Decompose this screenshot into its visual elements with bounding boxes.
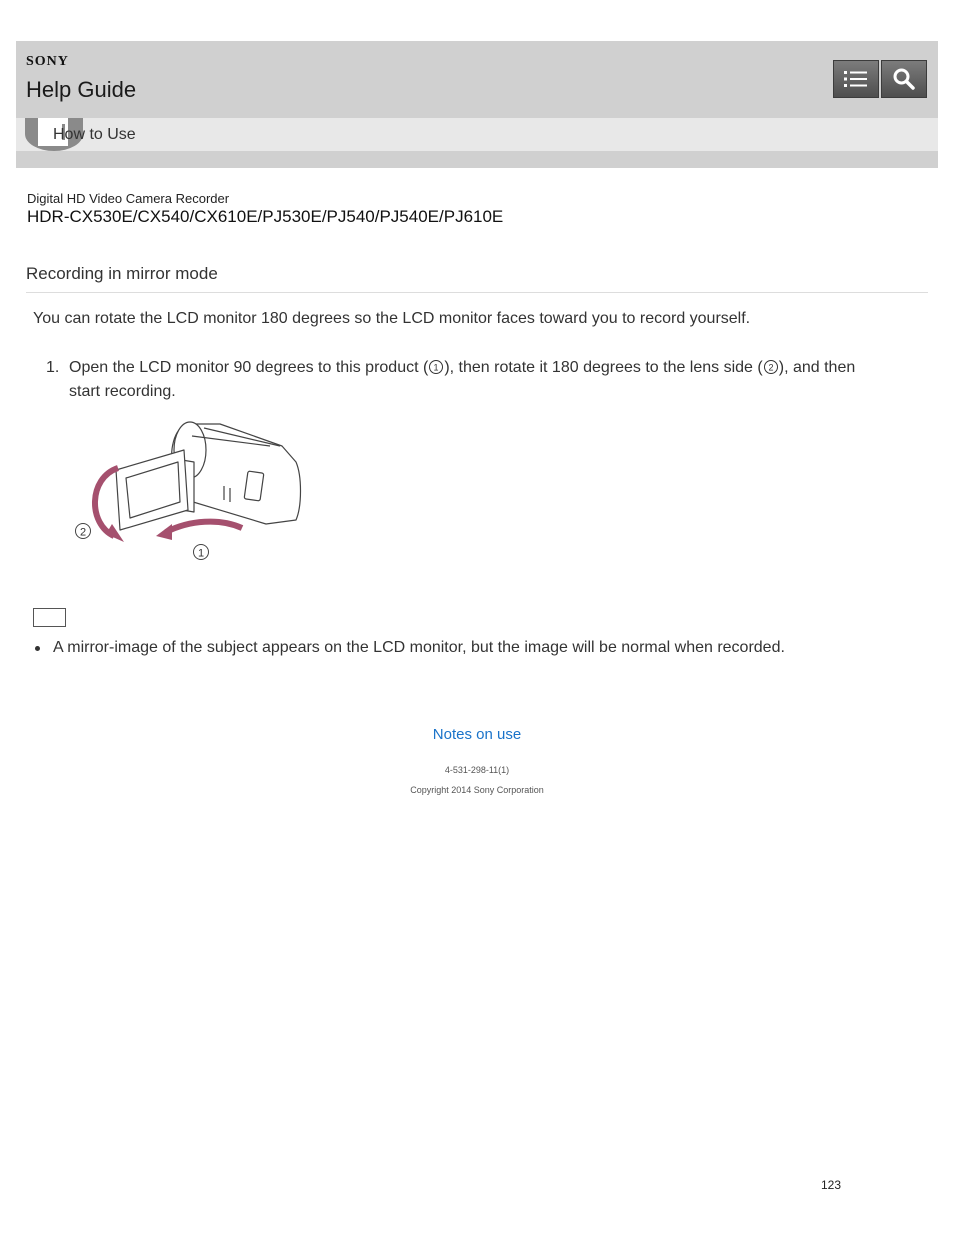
breadcrumb-bar: [16, 118, 938, 151]
page-title: Recording in mirror mode: [26, 264, 218, 283]
step-text-part3: ), and then: [778, 359, 856, 376]
site-title[interactable]: Help Guide: [26, 77, 137, 102]
title-divider: [26, 292, 928, 293]
step-number: 1.: [46, 359, 60, 376]
rotation-arrow-1: [156, 522, 242, 540]
search-button[interactable]: [881, 60, 927, 98]
circled-number-1-icon: [428, 359, 444, 375]
camcorder-mirror-mode-illustration: [70, 416, 310, 566]
page-number: 123: [821, 1178, 842, 1192]
document-code: 4-531-298-11(1): [444, 765, 510, 775]
sony-logo[interactable]: SONY: [26, 54, 69, 69]
toc-button[interactable]: [833, 60, 879, 98]
list-icon: [843, 69, 869, 89]
product-category: Digital HD Video Camera Recorder: [27, 191, 230, 206]
subnav-divider-bar: [16, 151, 938, 168]
breadcrumb-how-to-use[interactable]: How to Use: [53, 126, 136, 143]
step-text-part2: ), then rotate it 180 degrees to the lens side (: [444, 359, 763, 376]
copyright-text: Copyright 2014 Sony Corporation: [410, 785, 544, 795]
site-header: [16, 41, 938, 118]
label-2-badge: [76, 524, 91, 539]
step-text-line2: start recording.: [69, 383, 176, 400]
circled-number-2-label: 2: [768, 362, 774, 373]
circled-number-2-icon: [763, 359, 779, 375]
note-label-box: [33, 608, 66, 627]
illustration-label-2: 2: [79, 526, 87, 539]
illustration-label-1: 1: [197, 547, 205, 560]
bullet-icon: [35, 646, 40, 651]
notes-on-use-link[interactable]: Notes on use: [432, 726, 522, 743]
circled-number-1-label: 1: [433, 362, 439, 373]
product-model: HDR-CX530E/CX540/CX610E/PJ530E/PJ540/PJ540E/PJ610E: [27, 207, 504, 226]
step-text-part1: Open the LCD monitor 90 degrees to this product (: [69, 359, 429, 376]
note-text: A mirror-image of the subject appears on the LCD monitor, but the image will be normal when recorded.: [53, 639, 785, 656]
step-text: [69, 359, 855, 377]
label-1-badge: [194, 545, 209, 560]
intro-text: You can rotate the LCD monitor 180 degrees so the LCD monitor faces toward you to record yourself.: [33, 310, 751, 327]
search-icon: [892, 67, 916, 91]
